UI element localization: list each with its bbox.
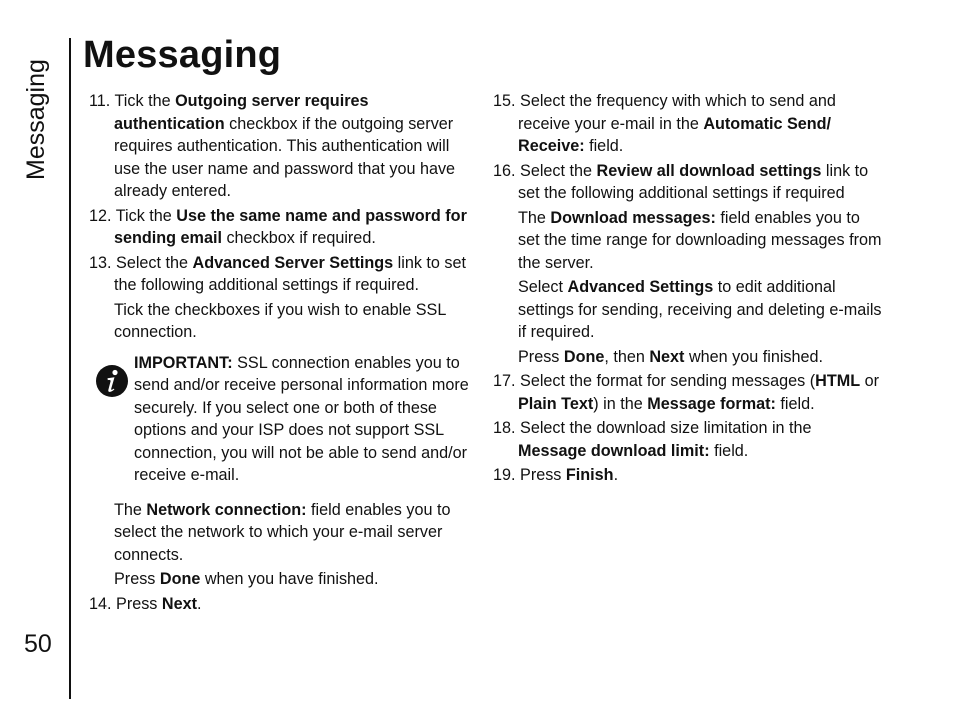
step-12: 12. Tick the Use the same name and password for sending email checkbox if required. xyxy=(89,206,467,247)
advanced-settings-paragraph: Select Advanced Settings to edit additional settings for sending, receiving and deleting e-mails if required. xyxy=(518,278,882,341)
page-number: 50 xyxy=(24,630,52,658)
info-icon xyxy=(95,364,129,398)
press-done-paragraph: Press Done when you have finished. xyxy=(114,570,379,588)
important-note-text: IMPORTANT: SSL connection enables you to send and/or receive personal information more securely. If you select one or both of these options and your ISP does not support SSL connection, you will not be able to send and/or receive e-mail. xyxy=(134,353,469,484)
press-done-next-paragraph: Press Done, then Next when you finished. xyxy=(518,347,824,366)
step-11: 11. Tick the Outgoing server requires authentication checkbox if the outgoing server requires authentication. This authentication will use the user name and password that you have already entered. xyxy=(89,92,456,200)
step-14: 14. Press Next. xyxy=(89,594,202,613)
left-column xyxy=(89,90,474,617)
step-19: 19. Press Finish. xyxy=(493,466,619,484)
vertical-divider xyxy=(69,38,71,699)
network-connection-paragraph: The Network connection: field enables you to select the network to which your e-mail server connects. xyxy=(114,500,451,564)
sidebar-section-title: Messaging xyxy=(22,59,50,180)
important-note xyxy=(89,352,474,487)
step-15: 15. Select the frequency with which to send and receive your e-mail in the Automatic Send/ Receive: field. xyxy=(493,92,836,155)
step-17: 17. Select the format for sending messages (HTML or Plain Text) in the Message format: field. xyxy=(493,372,879,413)
download-messages-paragraph: The Download messages: field enables you to set the time range for downloading messages from the server. xyxy=(518,208,882,272)
step-18: 18. Select the download size limitation in the Message download limit: field. xyxy=(493,419,812,460)
right-column xyxy=(493,90,883,489)
step-16: 16. Select the Review all download settings link to set the following additional settings if required xyxy=(493,161,869,202)
ssl-paragraph: Tick the checkboxes if you wish to enable SSL connection. xyxy=(114,300,446,341)
step-13: 13. Select the Advanced Server Settings link to set the following additional settings if required. xyxy=(89,253,467,294)
page-title: Messaging xyxy=(83,34,282,76)
